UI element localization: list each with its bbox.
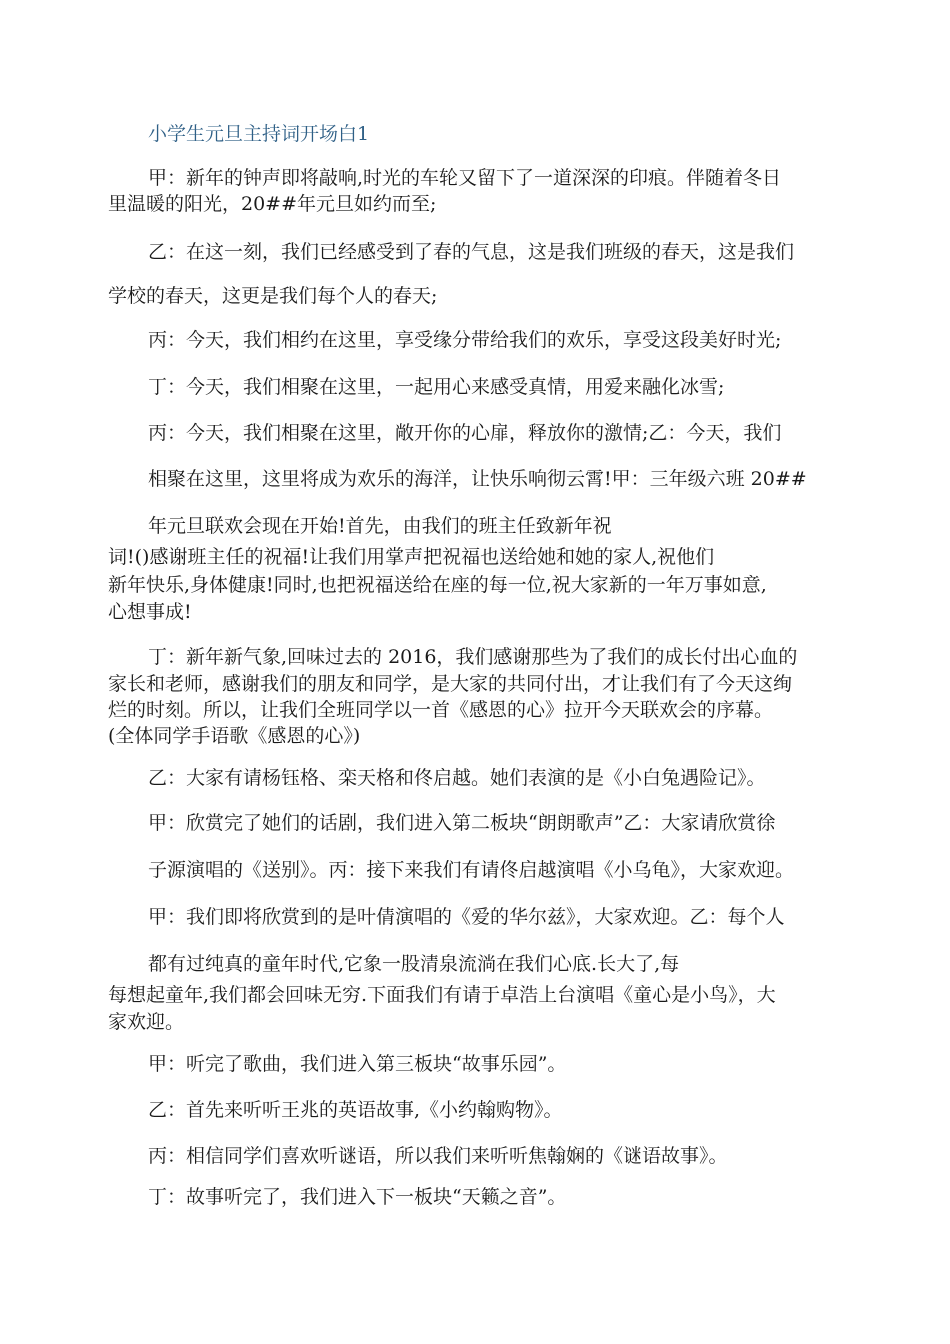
paragraph-line: 甲：欣赏完了她们的话剧，我们进入第二板块“朗朗歌声”乙：大家请欣赏徐 (148, 812, 776, 834)
paragraph-line: (全体同学手语歌《感恩的心》) (108, 725, 361, 747)
paragraph-line: 乙：大家有请杨钰格、栾天格和佟启越。她们表演的是《小白兔遇险记》。 (148, 767, 766, 789)
paragraph-line: 词!()感谢班主任的祝福!让我们用掌声把祝福也送给她和她的家人,祝他们 (108, 546, 715, 568)
paragraph-line: 甲：新年的钟声即将敲响,时光的车轮又留下了一道深深的印痕。伴随着冬日 (148, 167, 782, 189)
paragraph-line: 学校的春天，这更是我们每个人的春天; (108, 285, 438, 307)
paragraph-line: 心想事成! (108, 601, 192, 623)
paragraph-line: 丁：新年新气象,回味过去的 2016，我们感谢那些为了我们的成长付出心血的 (148, 646, 798, 668)
paragraph-line: 每想起童年,我们都会回味无穷.下面我们有请于卓浩上台演唱《童心是小鸟》，大 (108, 984, 776, 1006)
paragraph-line: 乙：在这一刻，我们已经感受到了春的气息，这是我们班级的春天，这是我们 (148, 241, 795, 263)
paragraph-line: 家长和老师，感谢我们的朋友和同学，是大家的共同付出，才让我们有了今天这绚 (108, 673, 793, 695)
paragraph-line: 烂的时刻。所以，让我们全班同学以一首《感恩的心》拉开今天联欢会的序幕。 (108, 699, 774, 721)
paragraph-line: 乙：首先来听听王兆的英语故事,《小约翰购物》。 (148, 1099, 563, 1121)
paragraph-line: 丁：故事听完了，我们进入下一板块“天籁之音”。 (148, 1186, 567, 1208)
paragraph-line: 丙：今天，我们相聚在这里，敞开你的心扉，释放你的激情;乙：今天，我们 (148, 422, 782, 444)
paragraph-line: 丙：相信同学们喜欢听谜语，所以我们来听听焦翰娴的《谜语故事》。 (148, 1145, 728, 1167)
paragraph-line: 家欢迎。 (108, 1011, 185, 1033)
paragraph-line: 甲：我们即将欣赏到的是叶倩演唱的《爱的华尔兹》，大家欢迎。乙：每个人 (148, 906, 785, 928)
paragraph-line: 新年快乐,身体健康!同时,也把祝福送给在座的每一位,祝大家新的一年万事如意, (108, 574, 767, 596)
paragraph-line: 丙：今天，我们相约在这里，享受缘分带给我们的欢乐，享受这段美好时光; (148, 329, 782, 351)
paragraph-line: 子源演唱的《送别》。丙：接下来我们有请佟启越演唱《小乌龟》，大家欢迎。 (148, 859, 795, 881)
paragraph-line: 年元旦联欢会现在开始!首先，由我们的班主任致新年祝 (148, 515, 612, 537)
document-title: 小学生元旦主持词开场白1 (148, 123, 370, 145)
paragraph-line: 里温暖的阳光，20##年元旦如约而至; (108, 193, 437, 215)
paragraph-line: 甲：听完了歌曲，我们进入第三板块“故事乐园”。 (148, 1053, 567, 1075)
paragraph-line: 丁：今天，我们相聚在这里，一起用心来感受真情，用爱来融化冰雪; (148, 376, 725, 398)
paragraph-line: 都有过纯真的童年时代,它象一股清泉流淌在我们心底.长大了,每 (148, 953, 680, 975)
paragraph-line: 相聚在这里，这里将成为欢乐的海洋，让快乐响彻云霄!甲：三年级六班 20## (148, 468, 807, 490)
